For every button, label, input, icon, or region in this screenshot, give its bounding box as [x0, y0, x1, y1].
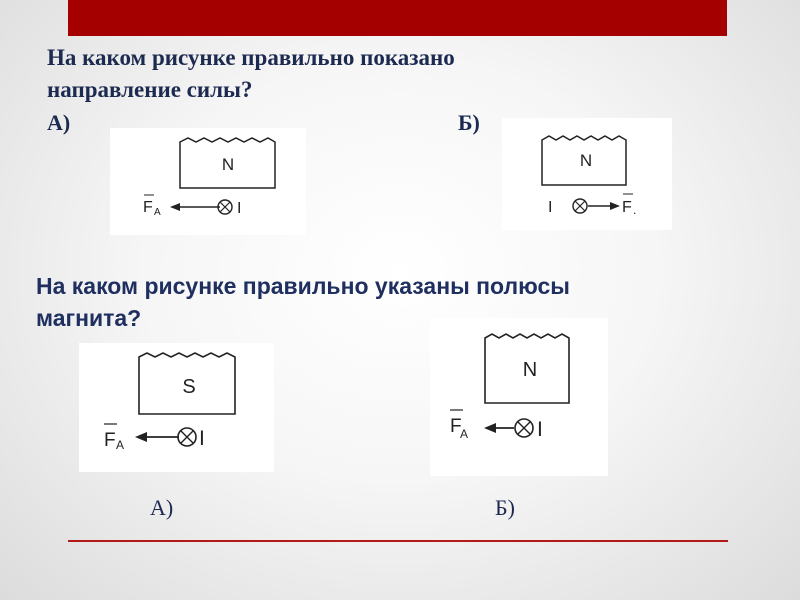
force-subscript: A: [154, 207, 161, 218]
diagram-bottom-b: [430, 318, 608, 476]
question-magnet-poles: [36, 270, 776, 334]
force-label: F: [450, 416, 462, 437]
option-a-bottom-label: А): [150, 495, 174, 520]
force-subscript: .: [633, 203, 637, 217]
force-arrowhead: [610, 202, 620, 210]
question-force-line2: направление силы?: [47, 77, 253, 102]
top-accent-bar: [68, 0, 727, 36]
magnet-pole-label: S: [182, 376, 196, 398]
force-arrowhead: [484, 423, 496, 433]
magnet-pole-label: N: [579, 151, 593, 170]
bottom-divider: [68, 540, 728, 542]
force-arrowhead: [170, 203, 180, 211]
option-a-top-label: А): [47, 110, 71, 135]
diagram-top-a-svg: [110, 128, 306, 235]
force-subscript: A: [460, 427, 469, 441]
diagram-top-b: [502, 118, 672, 230]
diagram-bottom-b-svg: [430, 318, 608, 476]
question-force-direction: [47, 42, 647, 106]
force-subscript: A: [116, 438, 125, 452]
force-label: F: [622, 199, 632, 216]
question-force-line1: На каком рисунке правильно показано: [47, 45, 455, 70]
force-arrowhead: [135, 432, 147, 442]
option-b-top-label: Б): [458, 110, 480, 135]
current-label: I: [548, 199, 553, 216]
current-label: I: [537, 418, 543, 441]
question-poles-line2: магнита?: [36, 305, 142, 331]
current-label: I: [199, 427, 205, 450]
force-label: F: [104, 430, 116, 451]
diagram-bottom-a-svg: [79, 343, 274, 472]
question-poles-line1: На каком рисунке правильно указаны полюсы: [36, 273, 570, 299]
current-label: I: [237, 200, 242, 217]
diagram-bottom-a: [79, 343, 274, 472]
option-b-bottom-label: Б): [495, 495, 515, 520]
force-label: F: [143, 199, 153, 216]
diagram-top-a: [110, 128, 306, 235]
diagram-top-b-svg: [502, 118, 672, 230]
magnet-pole-label: N: [221, 155, 235, 174]
magnet-pole-label: N: [522, 359, 538, 381]
